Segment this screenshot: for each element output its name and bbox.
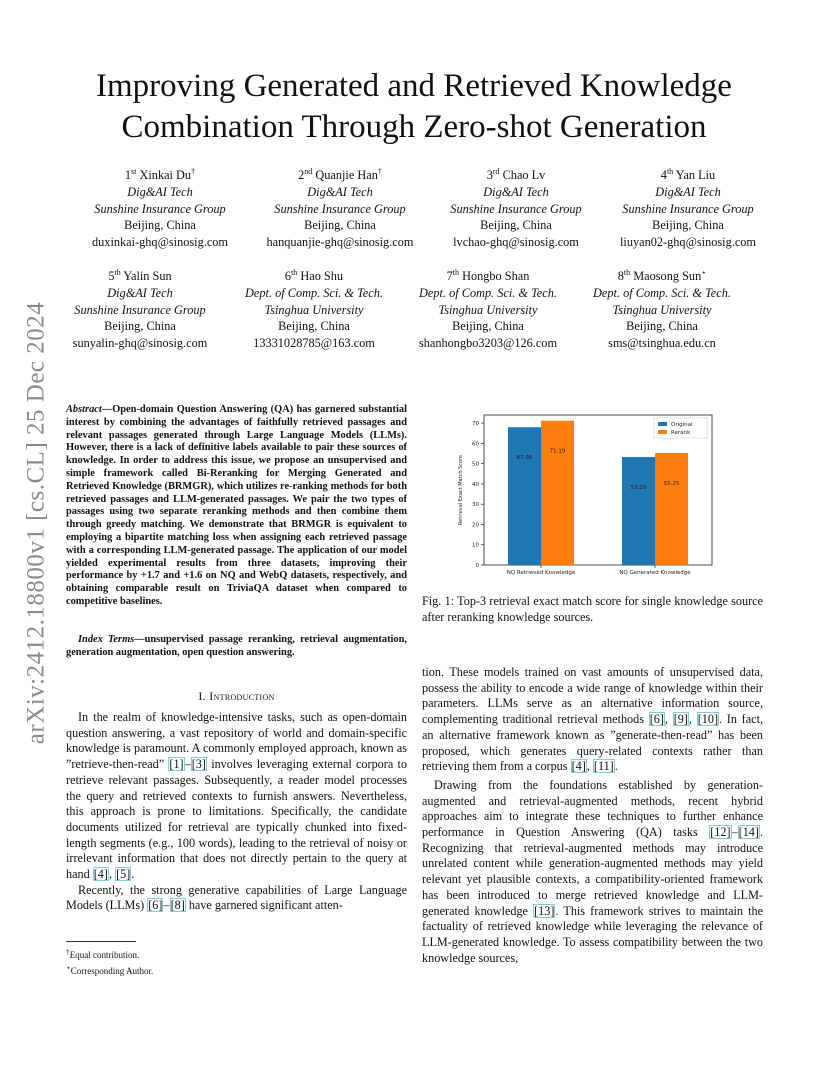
- abstract-text: —Open-domain Question Answering (QA) has garnered substantial interest by combining the advantages of faithfully retrieved passages and relevant passages generated through Large Language Models (LLMs). However, there is a lack of definitive labels available to pair these sources of knowledge. In order to address this issue, we propose an unsupervised and simple framework called Bi-Reranking for Merging Generated and Retrieved Knowledge (BRMGR), which utilizes re-ranking methods for both retrieved passages and LLM-generated passages. We pair the two types of passages using two separate reranking methods and then combine them through greedy matching. We demonstrate that BRMGR is equivalent to employing a bipartite matching loss when assigning each retrieved passage with a corresponding LLM-generated passage. The application of our model yielded experimental results from three datasets, improving their performance by +1.7 and +1.6 on NQ and WebQ datasets, respectively, and obtaining comparable result on TriviaQA dataset when compared to competitive baselines.: [66, 404, 407, 607]
- citation-link[interactable]: [5]: [116, 867, 131, 882]
- bar-rerank: [541, 421, 574, 565]
- citation-link[interactable]: [6]: [649, 712, 664, 727]
- citation-link[interactable]: [1]: [169, 757, 184, 772]
- author-email[interactable]: sms@tsinghua.edu.cn: [608, 336, 716, 351]
- y-tick-label: 40: [472, 481, 479, 488]
- author-location: Beijing, China: [104, 319, 176, 334]
- y-tick-label: 0: [475, 563, 479, 569]
- section-heading: I. Introduction: [198, 689, 275, 703]
- author-email[interactable]: hanquanjie-ghq@sinosig.com: [266, 235, 414, 250]
- citation-link[interactable]: [8]: [170, 898, 185, 913]
- author-org: Dept. of Comp. Sci. & Tech.: [245, 285, 383, 300]
- legend-label: Original: [671, 422, 693, 428]
- author-org: Dig&AI Tech: [107, 285, 173, 300]
- x-tick-label: NQ Retrieved Knowledge: [506, 570, 576, 576]
- title-line-2: Combination Through Zero-shot Generation: [121, 109, 707, 145]
- y-tick-label: 20: [472, 522, 479, 529]
- author-org-2: Tsinghua University: [438, 302, 538, 317]
- author-3: [416, 164, 616, 251]
- author-email[interactable]: duxinkai-ghq@sinosig.com: [92, 235, 228, 250]
- author-name: 8th Maosong Sun⋆: [617, 268, 707, 284]
- abstract: [66, 404, 407, 609]
- author-name: 2nd Quanjie Han†: [298, 167, 382, 183]
- citation-link[interactable]: [12]: [710, 825, 731, 840]
- author-email[interactable]: sunyalin-ghq@sinosig.com: [72, 336, 208, 351]
- author-org-2: Sunshine Insurance Group: [450, 201, 582, 216]
- y-tick-label: 10: [472, 542, 479, 549]
- arxiv-identifier: [18, 285, 54, 760]
- author-location: Beijing, China: [304, 218, 376, 233]
- author-1: [60, 164, 260, 251]
- footnotes: [66, 946, 407, 977]
- bar-chart-svg: [450, 405, 720, 585]
- citation-link[interactable]: [10]: [697, 712, 719, 727]
- citation-link[interactable]: [11]: [593, 759, 614, 774]
- y-tick-label: 70: [472, 421, 479, 428]
- author-location: Beijing, China: [626, 319, 698, 334]
- right-column-text: [422, 665, 763, 966]
- author-location: Beijing, China: [124, 218, 196, 233]
- intro-paragraph-3: tion. These models trained on vast amounts of unsupervised data, possess the ability to encode a wide range of knowledge within their parameters. LLMs serve as an alternative information source, complementing traditional retrieval methods [6], [9], [10]. In fact, an alternative framework known as ”generate-then-read” has been proposed, which generates query-related contexts rather than retrieving them from a corpus [4], [11].: [422, 665, 763, 774]
- title-line-1: Improving Generated and Retrieved Knowledge: [96, 68, 732, 104]
- legend-swatch: [658, 430, 667, 434]
- intro-paragraph-1: In the realm of knowledge-intensive tasks, such as open-domain question answering, a vast repository of world and domain-specific knowledge is paramount. A commonly employed approach, known as ”retrieve-then-read” [1]–[3] involves leveraging external corpora to retrieve relevant passages. Subsequently, a reader model processes the query and retrieved contexts to furnish answers. Nevertheless, this approach is prone to limitations. Specifically, the candidate documents utilized for retrieval are typically chunked into fixed-length segments (e.g., 100 words), leading to the retrieval of noisy or irrelevant information that does not directly pertain to the query at hand [4], [5].: [66, 710, 407, 882]
- footnote-rule: [66, 941, 136, 942]
- legend-label: Rerank: [671, 430, 691, 436]
- author-org-2: Tsinghua University: [264, 302, 364, 317]
- author-4: [588, 164, 788, 251]
- abstract-lead: Abstract: [66, 404, 102, 415]
- y-tick-label: 60: [472, 441, 479, 448]
- author-2: [240, 164, 440, 251]
- footnote-corresponding: ⋆Corresponding Author.: [66, 962, 154, 976]
- index-terms-lead: Index Terms: [78, 634, 135, 645]
- author-7: [388, 265, 588, 352]
- bar-value-label: 67.96: [516, 455, 533, 462]
- citation-link[interactable]: [3]: [191, 757, 206, 772]
- y-tick-label: 50: [472, 461, 479, 468]
- author-8: [562, 265, 762, 352]
- author-org-2: Sunshine Insurance Group: [94, 201, 226, 216]
- figure-1-chart: [450, 405, 720, 585]
- author-email[interactable]: liuyan02-ghq@sinosig.com: [620, 235, 756, 250]
- bar-rerank: [655, 453, 688, 565]
- index-terms-text: —unsupervised passage reranking, retrieval augmentation, generation augmentation, open question answering.: [66, 634, 407, 658]
- author-org: Dept. of Comp. Sci. & Tech.: [593, 285, 731, 300]
- paper-title: [60, 66, 768, 148]
- author-location: Beijing, China: [452, 319, 524, 334]
- author-email[interactable]: lvchao-ghq@sinosig.com: [453, 235, 579, 250]
- bar-original: [622, 457, 655, 565]
- author-email[interactable]: 13331028785@163.com: [253, 336, 375, 351]
- author-org: Dig&AI Tech: [483, 184, 549, 199]
- arxiv-id-text: arXiv:2412.18800v1 [cs.CL] 25 Dec 2024: [22, 301, 50, 744]
- citation-link[interactable]: [14]: [738, 825, 759, 840]
- footnote-equal: †Equal contribution.: [66, 947, 140, 960]
- y-axis-label: Retrieval Exact Match Score: [458, 454, 464, 526]
- x-tick-label: NQ Generated Knowledge: [619, 570, 691, 576]
- author-location: Beijing, China: [278, 319, 350, 334]
- author-org-2: Sunshine Insurance Group: [274, 201, 406, 216]
- author-name: 4th Yan Liu: [660, 167, 716, 183]
- bar-value-label: 71.19: [549, 448, 566, 455]
- author-org: Dig&AI Tech: [307, 184, 373, 199]
- author-6: [214, 265, 414, 352]
- author-5: [40, 265, 240, 352]
- author-name: 5th Yalin Sun: [108, 268, 172, 284]
- index-terms: [66, 634, 407, 660]
- author-org-2: Tsinghua University: [612, 302, 712, 317]
- author-name: 6th Hao Shu: [284, 268, 344, 284]
- author-location: Beijing, China: [480, 218, 552, 233]
- author-name: 3rd Chao Lv: [486, 167, 546, 183]
- author-name: 1st Xinkai Du†: [124, 167, 196, 183]
- y-tick-label: 30: [472, 502, 479, 509]
- citation-link[interactable]: [9]: [673, 712, 688, 727]
- author-org: Dig&AI Tech: [127, 184, 193, 199]
- author-org: Dig&AI Tech: [655, 184, 721, 199]
- citation-link[interactable]: [13]: [534, 903, 555, 918]
- citation-link[interactable]: [6]: [148, 898, 163, 913]
- bar-original: [508, 427, 541, 565]
- citation-link[interactable]: [4]: [93, 867, 108, 882]
- author-email[interactable]: shanhongbo3203@126.com: [418, 336, 558, 351]
- author-org-2: Sunshine Insurance Group: [622, 201, 754, 216]
- legend-swatch: [658, 422, 667, 426]
- author-name: 7th Hongbo Shan: [446, 268, 530, 284]
- author-location: Beijing, China: [652, 218, 724, 233]
- left-column-text: [66, 710, 407, 914]
- bar-value-label: 55.25: [663, 481, 680, 488]
- citation-link[interactable]: [4]: [571, 759, 586, 774]
- bar-value-label: 53.25: [630, 485, 647, 492]
- author-org-2: Sunshine Insurance Group: [74, 302, 206, 317]
- intro-paragraph-4: Drawing from the foundations established by generation-augmented and retrieval-augmented methods, recent hybrid approaches aim to integrate these techniques to further enhance performance in Question Answering (QA) tasks [12]–[14]. Recognizing that retrieval-augmented methods may introduce unrelated content while generation-augmented methods may yield relevant yet plausible contexts, a compatibility-oriented framework has been introduced to merge retrieved knowledge and LLM-generated knowledge [13]. This framework strives to maintain the factuality of retrieved knowledge while leveraging the relevance of LLM-generated knowledge. To assess compatibility between the two knowledge sources,: [422, 777, 763, 965]
- author-org: Dept. of Comp. Sci. & Tech.: [419, 285, 557, 300]
- intro-paragraph-2: Recently, the strong generative capabilities of Large Language Models (LLMs) [6]–[8] have garnered significant atten-: [66, 882, 407, 913]
- figure-caption: Fig. 1: Top-3 retrieval exact match score for single knowledge source after reranking knowledge sources.: [422, 594, 763, 624]
